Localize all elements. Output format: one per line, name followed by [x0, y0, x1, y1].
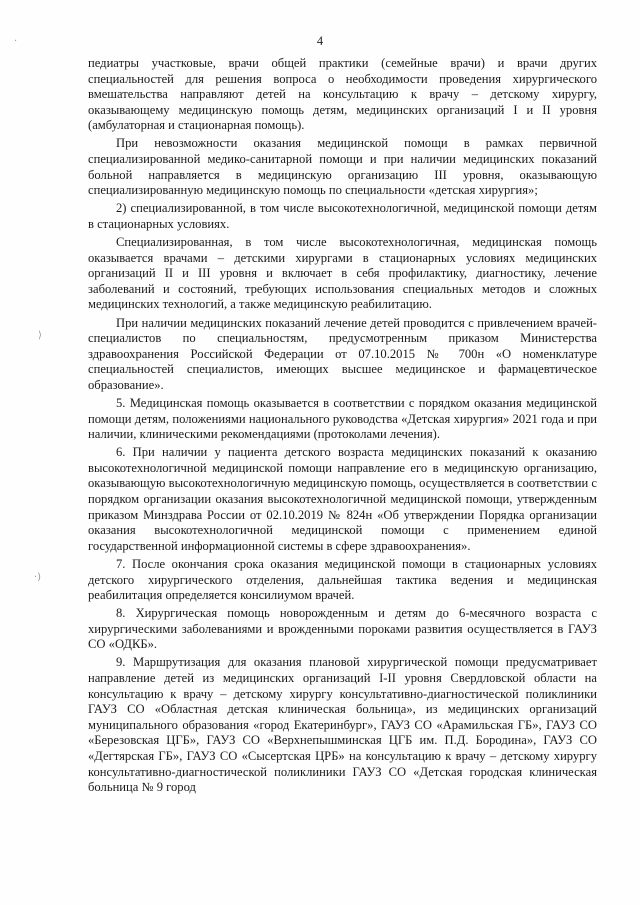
page-number: 4	[316, 34, 324, 48]
paragraph: При невозможности оказания медицинской помощи в рамках первичной специализированной медико-санитарной помощи и при наличии медицинских показаний больной направляется в медицинскую организацию III уровня, оказывающую специализированную медицинскую помощь по специальности «детская хирургия»;	[88, 136, 597, 198]
scan-mark: ·	[14, 36, 18, 47]
paragraph: 8. Хирургическая помощь новорожденным и детям до 6-месячного возраста с хирургическими заболеваниями и врожденными пороками развития осуществляется в ГАУЗ СО «ОДКБ».	[88, 606, 597, 652]
paragraph: 7. После окончания срока оказания медицинской помощи в стационарных условиях детского хирургического отделения, дальнейшая тактика ведения и медицинская реабилитация определяется консилиумом врачей.	[88, 556, 597, 603]
paragraph: 5. Медицинская помощь оказывается в соответствии с порядком оказания медицинской помощи детям, положениями национального руководства «Детская хирургия» 2021 года и при наличии, клиническими рекомендациями (протоколами лечения).	[88, 395, 597, 442]
scan-mark: ·)	[34, 572, 42, 583]
scan-mark: ⟩	[38, 330, 42, 341]
paragraph: 9. Маршрутизация для оказания плановой хирургической помощи предусматривает направление детей из медицинских организаций I-II уровня Свердловской области на консультацию к врачу – детскому хирургу консультативно-диагностической поликлиники ГАУЗ СО «Областная детская клиническая больница», из медицинских организаций муниципального образования «город Екатеринбург», ГАУЗ СО «Арамильская ГБ», ГАУЗ СО «Березовская ЦГБ», ГАУЗ СО «Верхнепышминская ЦГБ им. П.Д. Бородина», ГАУЗ СО «Дегтярская ГБ», ГАУЗ СО «Сысертская ЦРБ» на консультацию к врачу – детскому хирургу консультативно-диагностической поликлиники ГАУЗ СО «Детская городская клиническая больница № 9 город	[88, 655, 597, 795]
paragraph: 6. При наличии у пациента детского возраста медицинских показаний к оказанию высокотехнологичной медицинской помощи направление его в медицинскую организацию, оказывающую высокотехнологичную медицинскую помощь, осуществляется в соответствии с порядком организации оказания высокотехнологичной медицинской помощи, утвержденным приказом Минздрава России от 02.10.2019 № 824н «Об утверждении Порядка организации оказания высокотехнологичной медицинской помощи с применением единой государственной информационной системы в сфере здравоохранения».	[88, 445, 597, 553]
paragraph: педиатры участковые, врачи общей практики (семейные врачи) и врачи других специальностей для решения вопроса о необходимости проведения хирургического вмешательства направляют детей на консультацию к врачу – детскому хирургу, оказывающему медицинскую помощь детям, медицинских организаций I и II уровня (амбулаторная и стационарная помощь).	[88, 56, 597, 133]
paragraph: При наличии медицинских показаний лечение детей проводится с привлечением врачей-специалистов по специальностям, предусмотренным приказом Министерства здравоохранения Российской Федерации от 07.10.2015 № 700н «О номенклатуре специальностей специалистов, имеющих высшее медицинское и фармацевтическое образование».	[88, 315, 597, 392]
paragraph: Специализированная, в том числе высокотехнологичная, медицинская помощь оказывается врачами – детскими хирургами в стационарных условиях медицинских организаций II и III уровня и включает в себя профилактику, диагностику, лечение заболеваний и состояний, требующих использования специальных методов и сложных медицинских технологий, а также медицинскую реабилитацию.	[88, 235, 597, 312]
paragraph: 2) специализированной, в том числе высокотехнологичной, медицинской помощи детям в стационарных условиях.	[88, 201, 597, 231]
document-body	[88, 56, 597, 798]
